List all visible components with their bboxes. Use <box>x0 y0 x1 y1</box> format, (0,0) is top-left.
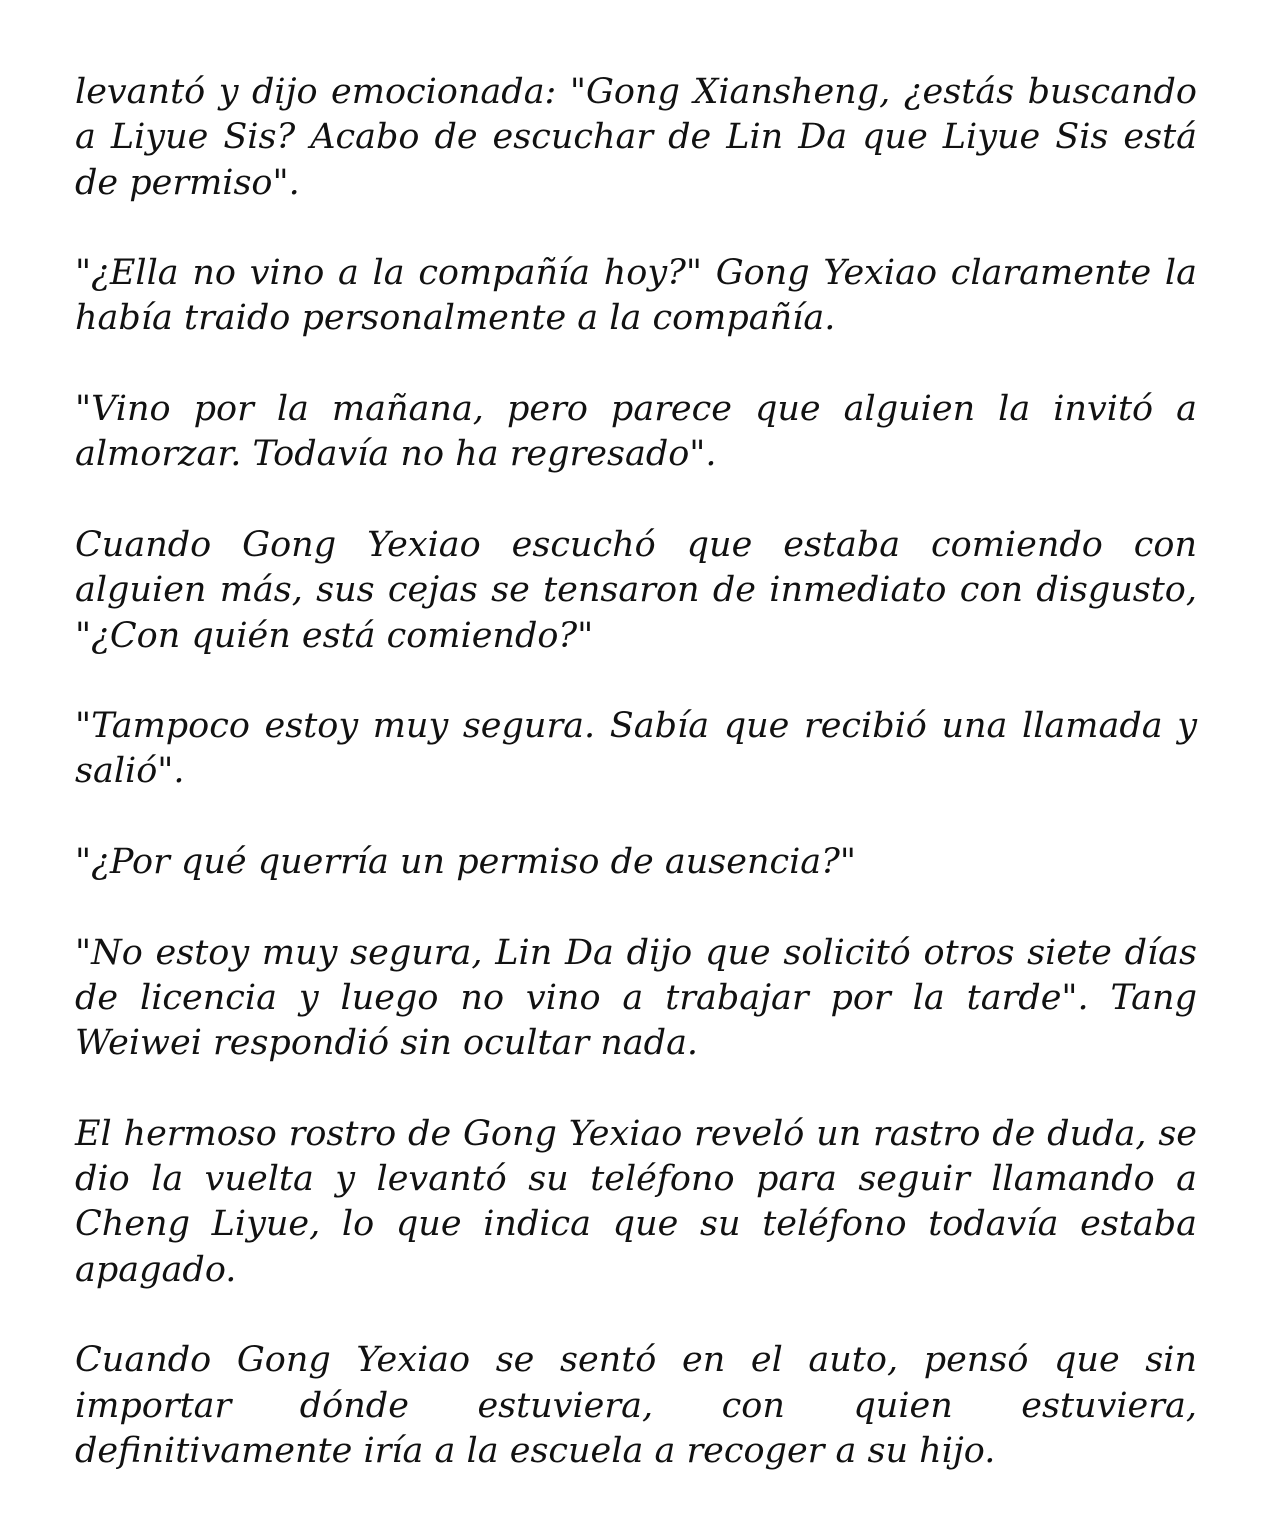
paragraph-5: "Tampoco estoy muy segura. Sabía que recibió una llamada y salió". <box>75 706 1197 792</box>
paragraph-6: "¿Por qué querría un permiso de ausencia?" <box>75 842 857 883</box>
paragraph-8: El hermoso rostro de Gong Yexiao reveló un rastro de duda, se dio la vuelta y levantó su teléfono para seguir llamando a Cheng Liyue, lo que indica que su teléfono todavía estaba apagado. <box>75 1113 1197 1290</box>
paragraph-9: Cuando Gong Yexiao se sentó en el auto, pensó que sin importar dónde estuviera, con quien estuviera, definitivamente iría a la escuela a recoger a su hijo. <box>75 1340 1197 1471</box>
paragraph-2: "¿Ella no vino a la compañía hoy?" Gong Yexiao claramente la había traido personalmente a la compañía. <box>75 253 1197 339</box>
paragraph-3: "Vino por la mañana, pero parece que alguien la invitó a almorzar. Todavía no ha regresado". <box>75 389 1197 475</box>
paragraph-7: "No estoy muy segura, Lin Da dijo que solicitó otros siete días de licencia y luego no vino a trabajar por la tarde". Tang Weiwei respondió sin ocultar nada. <box>75 932 1197 1064</box>
paragraph-4: Cuando Gong Yexiao escuchó que estaba comiendo con alguien más, sus cejas se tensaron de inmediato con disgusto, "¿Con quién está comiendo?" <box>75 524 1197 656</box>
paragraph-1: levantó y dijo emocionada: "Gong Xiansheng, ¿estás buscando a Liyue Sis? Acabo de escuchar de Lin Da que Liyue Sis está de permiso". <box>75 72 1197 203</box>
